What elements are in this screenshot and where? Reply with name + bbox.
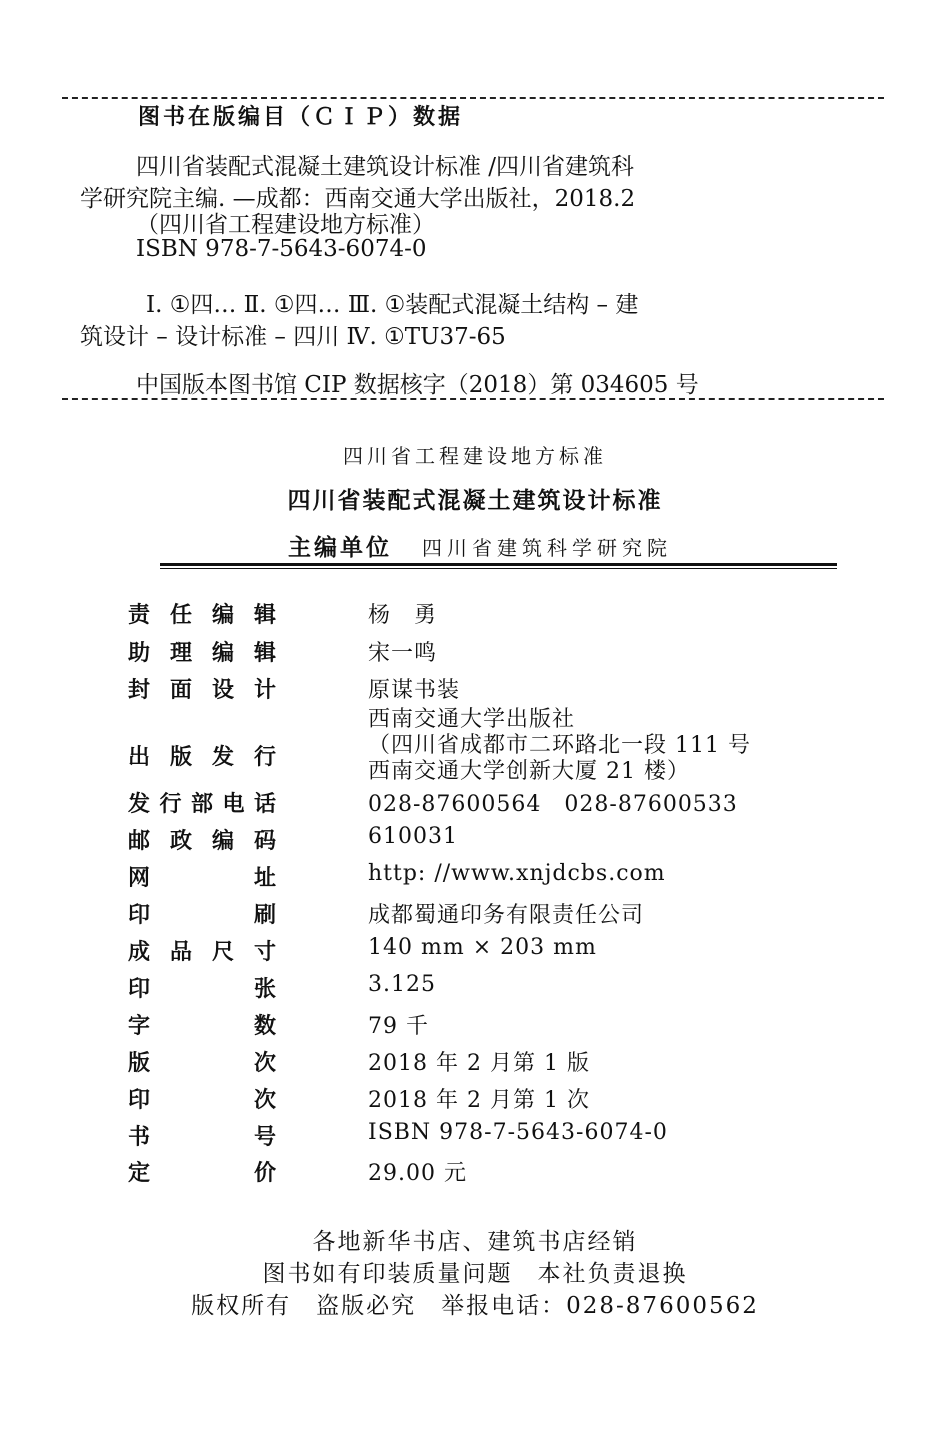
detail-key-char: 责 xyxy=(128,603,151,628)
detail-key-char: 辑 xyxy=(253,641,276,666)
detail-key-char: 次 xyxy=(253,1088,276,1113)
detail-key-char: 品 xyxy=(169,940,192,965)
detail-key-char: 编 xyxy=(211,603,234,628)
detail-row xyxy=(0,972,950,1008)
detail-row xyxy=(0,1083,950,1119)
detail-value: 79 千 xyxy=(368,1014,429,1039)
detail-key-char: 刷 xyxy=(253,903,276,928)
detail-key-char: 助 xyxy=(128,641,151,666)
detail-value: ISBN 978-7-5643-6074-0 xyxy=(368,1120,668,1145)
detail-key-char: 印 xyxy=(128,1088,151,1113)
detail-value-line: 西南交通大学创新大厦 21 楼） xyxy=(368,759,690,784)
detail-row xyxy=(0,636,950,672)
detail-key-char: 编 xyxy=(211,829,234,854)
cip-line: 四川省装配式混凝土建筑设计标准 /四川省建筑科 xyxy=(136,154,635,180)
detail-key xyxy=(128,972,276,1003)
detail-key-char: 版 xyxy=(128,1051,151,1076)
detail-key xyxy=(128,1046,276,1077)
cip-line: Ⅰ. ①四… Ⅱ. ①四… Ⅲ. ①装配式混凝土结构 – 建 xyxy=(146,292,639,318)
detail-key xyxy=(128,598,276,629)
detail-key xyxy=(128,898,276,929)
detail-key-char: 邮 xyxy=(128,829,151,854)
detail-key-char: 部 xyxy=(190,792,213,817)
detail-key-char: 封 xyxy=(128,678,151,703)
detail-key-char: 址 xyxy=(253,866,276,891)
detail-key xyxy=(128,824,276,855)
detail-row xyxy=(0,935,950,971)
detail-key-char: 尺 xyxy=(211,940,234,965)
chief-label: 主编单位 xyxy=(288,535,392,561)
detail-value: 2018 年 2 月第 1 版 xyxy=(368,1051,590,1076)
detail-key-char: 计 xyxy=(253,678,276,703)
detail-key-char: 任 xyxy=(169,603,192,628)
footer-line: 各地新华书店、建筑书店经销 xyxy=(312,1229,638,1255)
detail-value: 028-87600564 028-87600533 xyxy=(368,792,738,817)
detail-key xyxy=(128,636,276,667)
detail-key-char: 面 xyxy=(169,678,192,703)
detail-row xyxy=(0,673,950,709)
detail-key xyxy=(128,673,276,704)
bottom-dashed-rule xyxy=(62,398,884,400)
detail-key-char: 网 xyxy=(128,866,151,891)
double-rule-thin xyxy=(160,568,837,569)
detail-key xyxy=(128,1009,276,1040)
footer-line: 版权所有 盗版必究 举报电话：028-87600562 xyxy=(191,1293,759,1319)
detail-value: 宋一鸣 xyxy=(368,641,438,666)
detail-key-char: 理 xyxy=(169,641,192,666)
detail-key-char: 设 xyxy=(211,678,234,703)
detail-key-char: 码 xyxy=(253,829,276,854)
detail-value xyxy=(368,707,751,785)
detail-key-char: 定 xyxy=(128,1161,151,1186)
detail-key-char: 价 xyxy=(253,1161,276,1186)
cip-line: 筑设计 – 设计标准 – 四川 Ⅳ. ①TU37-65 xyxy=(80,324,506,350)
detail-value: 杨 勇 xyxy=(368,603,438,628)
detail-key-char: 张 xyxy=(253,977,276,1002)
detail-key-char: 行 xyxy=(159,792,182,817)
detail-key-char: 行 xyxy=(253,745,276,770)
detail-value: 610031 xyxy=(368,824,458,849)
detail-value: http: //www.xnjdcbs.com xyxy=(368,861,666,886)
detail-row xyxy=(0,787,950,823)
detail-key-char: 话 xyxy=(253,792,276,817)
detail-key-char: 字 xyxy=(128,1014,151,1039)
detail-row xyxy=(0,1009,950,1045)
series-name: 四川省工程建设地方标准 xyxy=(343,444,607,468)
detail-key xyxy=(128,935,276,966)
detail-row xyxy=(0,1156,950,1192)
detail-key-char: 版 xyxy=(169,745,192,770)
detail-key xyxy=(128,1083,276,1114)
detail-row xyxy=(0,898,950,934)
detail-key-char: 编 xyxy=(211,641,234,666)
detail-row xyxy=(0,1120,950,1156)
chief-value: 四川省建筑科学研究院 xyxy=(422,536,672,560)
detail-value: 3.125 xyxy=(368,972,436,997)
cip-line: 学研究院主编. —成都：西南交通大学出版社，2018.2 xyxy=(80,186,636,212)
chief-editor-unit xyxy=(288,529,672,562)
cip-line: （四川省工程建设地方标准） xyxy=(136,212,435,238)
detail-key-char: 辑 xyxy=(253,603,276,628)
detail-key-char: 电 xyxy=(222,792,245,817)
detail-key xyxy=(128,861,276,892)
cip-heading: 图书在版编目（ＣＩＰ）数据 xyxy=(138,105,464,130)
detail-row xyxy=(0,824,950,860)
detail-key-char: 成 xyxy=(128,940,151,965)
detail-key-char: 印 xyxy=(128,977,151,1002)
detail-value: 2018 年 2 月第 1 次 xyxy=(368,1088,590,1113)
detail-value: 29.00 元 xyxy=(368,1161,467,1186)
detail-row xyxy=(0,598,950,634)
detail-key-char: 发 xyxy=(211,745,234,770)
cip-line: 中国版本图书馆 CIP 数据核字（2018）第 034605 号 xyxy=(136,372,699,398)
detail-value-line: （四川省成都市二环路北一段 111 号 xyxy=(368,733,751,758)
detail-row xyxy=(0,707,950,784)
detail-key xyxy=(128,1156,276,1187)
cip-line: ISBN 978-7-5643-6074-0 xyxy=(136,236,427,262)
detail-value: 原谋书装 xyxy=(368,678,461,703)
detail-key xyxy=(128,740,276,771)
double-rule-thick xyxy=(160,563,837,566)
detail-key xyxy=(128,1120,276,1151)
footer-line: 图书如有印装质量问题 本社负责退换 xyxy=(262,1261,688,1287)
top-dashed-rule xyxy=(62,97,884,99)
detail-key-char: 发 xyxy=(128,792,151,817)
detail-key-char: 印 xyxy=(128,903,151,928)
detail-value-line: 西南交通大学出版社 xyxy=(368,707,576,732)
detail-row xyxy=(0,861,950,897)
detail-key-char: 出 xyxy=(128,745,151,770)
book-title: 四川省装配式混凝土建筑设计标准 xyxy=(287,488,663,514)
detail-key-char: 寸 xyxy=(253,940,276,965)
detail-key-char: 数 xyxy=(253,1014,276,1039)
detail-key-char: 政 xyxy=(169,829,192,854)
detail-key-char: 号 xyxy=(253,1125,276,1150)
detail-key-char: 书 xyxy=(128,1125,151,1150)
detail-value: 140 mm × 203 mm xyxy=(368,935,597,960)
detail-value: 成都蜀通印务有限责任公司 xyxy=(368,903,645,928)
detail-key xyxy=(128,787,276,818)
detail-row xyxy=(0,1046,950,1082)
detail-key-char: 次 xyxy=(253,1051,276,1076)
